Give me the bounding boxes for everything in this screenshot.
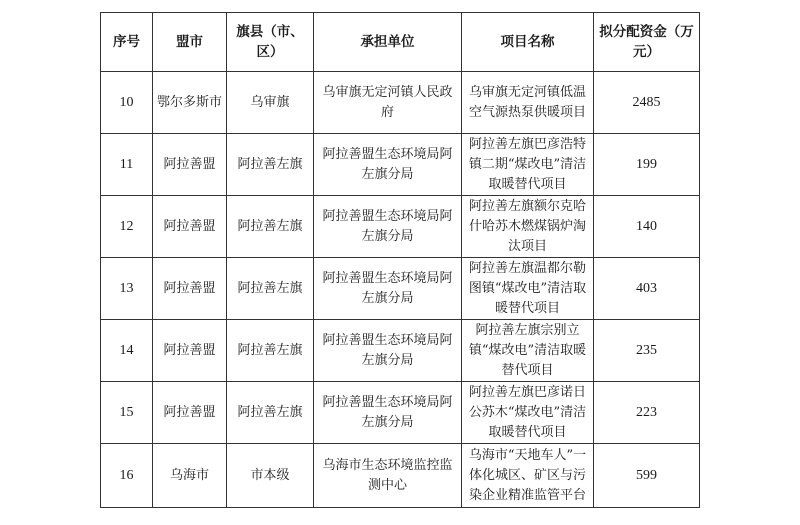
table-row bbox=[101, 382, 700, 444]
cell-unit: 阿拉善盟生态环境局阿左旗分局 bbox=[314, 320, 462, 382]
table-header-row bbox=[101, 13, 700, 72]
cell-county: 市本级 bbox=[227, 444, 314, 508]
funding-table bbox=[100, 12, 700, 508]
table-row bbox=[101, 196, 700, 258]
table-row bbox=[101, 320, 700, 382]
cell-project: 阿拉善左旗额尔克哈什哈苏木燃煤锅炉淘汰项目 bbox=[462, 196, 594, 258]
cell-serial: 10 bbox=[101, 72, 153, 134]
header-project: 项目名称 bbox=[462, 13, 594, 72]
cell-serial: 12 bbox=[101, 196, 153, 258]
header-serial: 序号 bbox=[101, 13, 153, 72]
table-row bbox=[101, 72, 700, 134]
cell-project: 阿拉善左旗巴彦诺日公苏木“煤改电”清洁取暖替代项目 bbox=[462, 382, 594, 444]
cell-serial: 15 bbox=[101, 382, 153, 444]
header-unit: 承担单位 bbox=[314, 13, 462, 72]
cell-project: 乌审旗无定河镇低温空气源热泵供暖项目 bbox=[462, 72, 594, 134]
header-county: 旗县（市、区） bbox=[227, 13, 314, 72]
cell-funds: 140 bbox=[594, 196, 700, 258]
cell-county: 乌审旗 bbox=[227, 72, 314, 134]
cell-unit: 阿拉善盟生态环境局阿左旗分局 bbox=[314, 196, 462, 258]
cell-funds: 403 bbox=[594, 258, 700, 320]
cell-county: 阿拉善左旗 bbox=[227, 258, 314, 320]
cell-funds: 2485 bbox=[594, 72, 700, 134]
cell-project: 阿拉善左旗巴彦浩特镇二期“煤改电”清洁取暖替代项目 bbox=[462, 134, 594, 196]
cell-funds: 223 bbox=[594, 382, 700, 444]
cell-unit: 乌海市生态环境监控监测中心 bbox=[314, 444, 462, 508]
cell-city: 鄂尔多斯市 bbox=[153, 72, 227, 134]
cell-city: 阿拉善盟 bbox=[153, 134, 227, 196]
cell-unit: 阿拉善盟生态环境局阿左旗分局 bbox=[314, 382, 462, 444]
cell-county: 阿拉善左旗 bbox=[227, 382, 314, 444]
cell-serial: 11 bbox=[101, 134, 153, 196]
cell-serial: 14 bbox=[101, 320, 153, 382]
cell-serial: 13 bbox=[101, 258, 153, 320]
header-funds: 拟分配资金（万元） bbox=[594, 13, 700, 72]
table-row bbox=[101, 444, 700, 508]
cell-unit: 阿拉善盟生态环境局阿左旗分局 bbox=[314, 134, 462, 196]
cell-serial: 16 bbox=[101, 444, 153, 508]
cell-project: 阿拉善左旗宗别立镇“煤改电”清洁取暖替代项目 bbox=[462, 320, 594, 382]
cell-city: 阿拉善盟 bbox=[153, 196, 227, 258]
table-row bbox=[101, 258, 700, 320]
cell-project: 乌海市“天地车人”一体化城区、矿区与污染企业精准监管平台 bbox=[462, 444, 594, 508]
cell-funds: 199 bbox=[594, 134, 700, 196]
cell-unit: 乌审旗无定河镇人民政府 bbox=[314, 72, 462, 134]
cell-county: 阿拉善左旗 bbox=[227, 134, 314, 196]
cell-county: 阿拉善左旗 bbox=[227, 196, 314, 258]
cell-city: 阿拉善盟 bbox=[153, 382, 227, 444]
cell-city: 乌海市 bbox=[153, 444, 227, 508]
cell-funds: 599 bbox=[594, 444, 700, 508]
cell-city: 阿拉善盟 bbox=[153, 320, 227, 382]
cell-project: 阿拉善左旗温都尔勒图镇“煤改电”清洁取暖替代项目 bbox=[462, 258, 594, 320]
cell-city: 阿拉善盟 bbox=[153, 258, 227, 320]
header-city: 盟市 bbox=[153, 13, 227, 72]
funding-table-container bbox=[100, 12, 699, 508]
cell-funds: 235 bbox=[594, 320, 700, 382]
cell-county: 阿拉善左旗 bbox=[227, 320, 314, 382]
table-row bbox=[101, 134, 700, 196]
cell-unit: 阿拉善盟生态环境局阿左旗分局 bbox=[314, 258, 462, 320]
